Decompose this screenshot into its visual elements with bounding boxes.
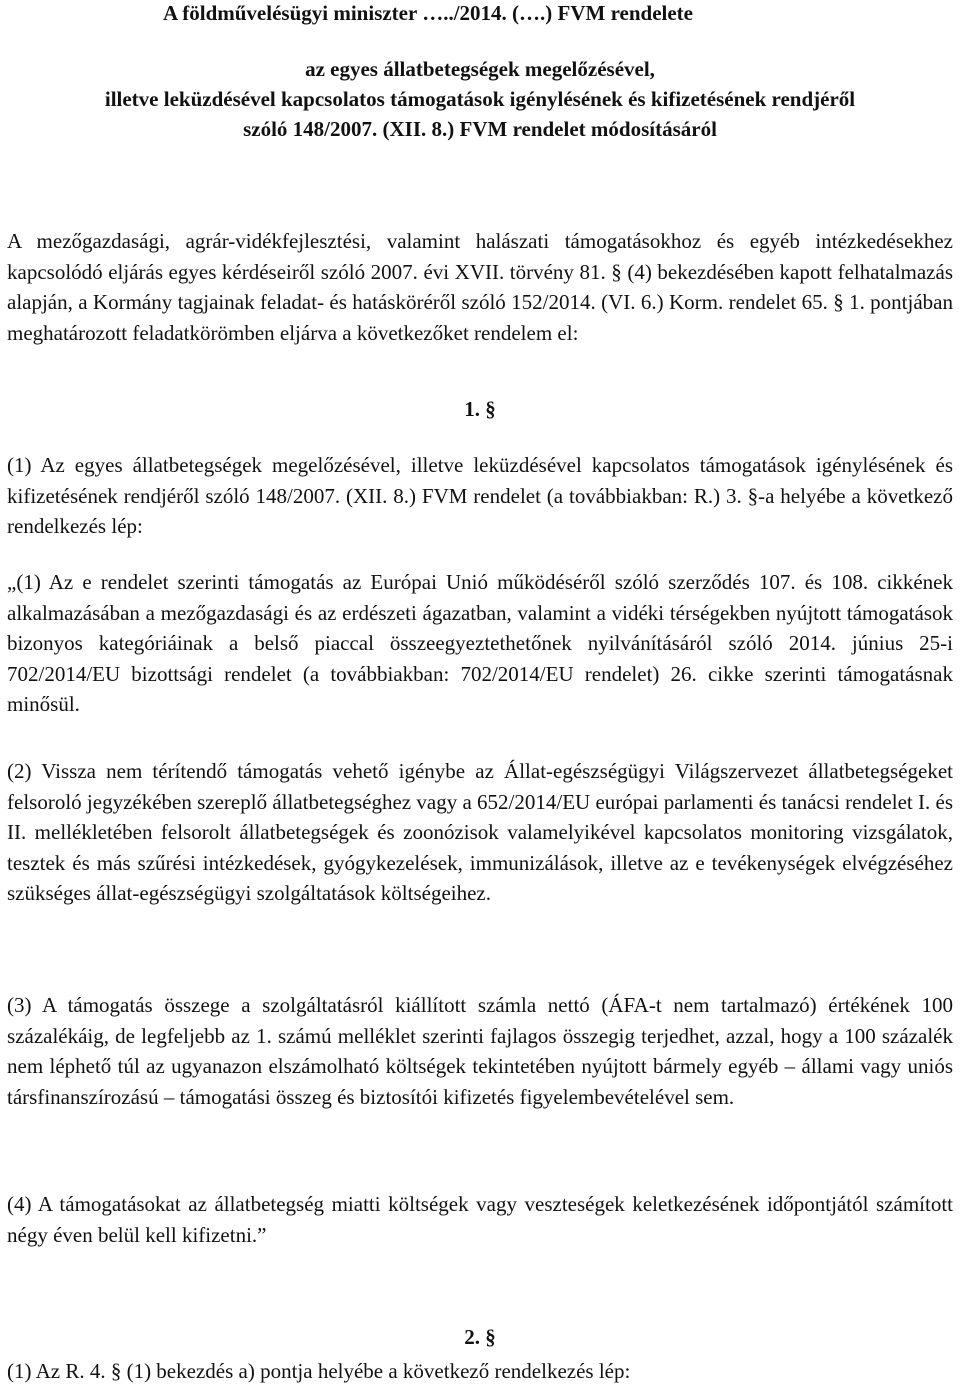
document-title-line2: az egyes állatbetegségek megelőzésével, [305,57,655,81]
section1-paragraph-1: (1) Az egyes állatbetegségek megelőzésével, illetve leküzdésével kapcsolatos támogatások igénylésének és kifizetésének rendjéről szóló 148/2007. (XII. 8.) FVM rendelet (a továbbiakban: R.) 3. §-a helyébe a következő rendelkezés lép: [7,453,953,538]
section-heading-2: 2. § [464,1325,496,1349]
document-title-line4: szóló 148/2007. (XII. 8.) FVM rendelet módosításáról [243,117,717,141]
section-heading-1: 1. § [464,397,496,421]
section1-paragraph-4: (3) A támogatás összege a szolgáltatásról kiállított számla nettó (ÁFA-t nem tartalmazó) értékének 100 százalékáig, de legfeljebb az 1. számú melléklet szerinti fajlagos összegig terjedhet, azzal, hogy a 100 százalék nem léphető túl az ugyanazon elszámolható költségek tekintetében nyújtott bármely egyéb – állami vagy uniós társfinanszírozású – támogatási összeg és biztosítói kifizetés figyelembevételével sem. [7,993,953,1109]
section1-paragraph-3: (2) Vissza nem térítendő támogatás vehető igénybe az Állat-egészségügyi Világszervezet állatbetegségeket felsoroló jegyzékében szereplő állatbetegséghez vagy a 652/2014/EU európai parlamenti és tanácsi rendelet I. és II. mellékletében felsorolt állatbetegségek és zoonózisok valamelyikével kapcsolatos monitoring vizsgálatok, tesztek és más szűrési intézkedések, gyógykezelések, immunizálások, illetve az e tevékenységek elvégzéséhez szükséges állat-egészségügyi szolgáltatások költségeihez. [7,759,953,905]
section1-paragraph-5: (4) A támogatásokat az állatbetegség miatti költségek vagy veszteségek keletkezésének időpontjától számított négy éven belül kell kifizetni.” [7,1192,953,1247]
section1-paragraph-2: „(1) Az e rendelet szerinti támogatás az Európai Unió működéséről szóló szerződés 107. és 108. cikkének alkalmazásában a mezőgazdasági és az erdészeti ágazatban, valamint a vidéki térségekben nyújtott támogatások bizonyos kategóriáinak a belső piaccal összeegyeztethetőnek nyilvánításáról szóló 2014. június 25-i 702/2014/EU bizottsági rendelet (a továbbiakban: 702/2014/EU rendelet) 26. cikke szerinti támogatásnak minősül. [7,570,953,716]
document-title-line3: illetve leküzdésével kapcsolatos támogatások igénylésének és kifizetésének rendjéről [104,87,856,111]
section2-paragraph-1: (1) Az R. 4. § (1) bekezdés a) pontja helyébe a következő rendelkezés lép: [7,1359,631,1383]
preamble-paragraph: A mezőgazdasági, agrár-vidékfejlesztési, valamint halászati támogatásokhoz és egyéb intézkedésekhez kapcsolódó eljárás egyes kérdéseiről szóló 2007. évi XVII. törvény 81. § (4) bekezdésében kapott felhatalmazás alapján, a Kormány tagjainak feladat- és hatásköréről szóló 152/2014. (VI. 6.) Korm. rendelet 65. § 1. pontjában meghatározott feladatkörömben eljárva a következőket rendelem el: [7,229,953,345]
document-title-line1: A földművelésügyi miniszter …../2014. (….) FVM rendelete [163,1,693,25]
